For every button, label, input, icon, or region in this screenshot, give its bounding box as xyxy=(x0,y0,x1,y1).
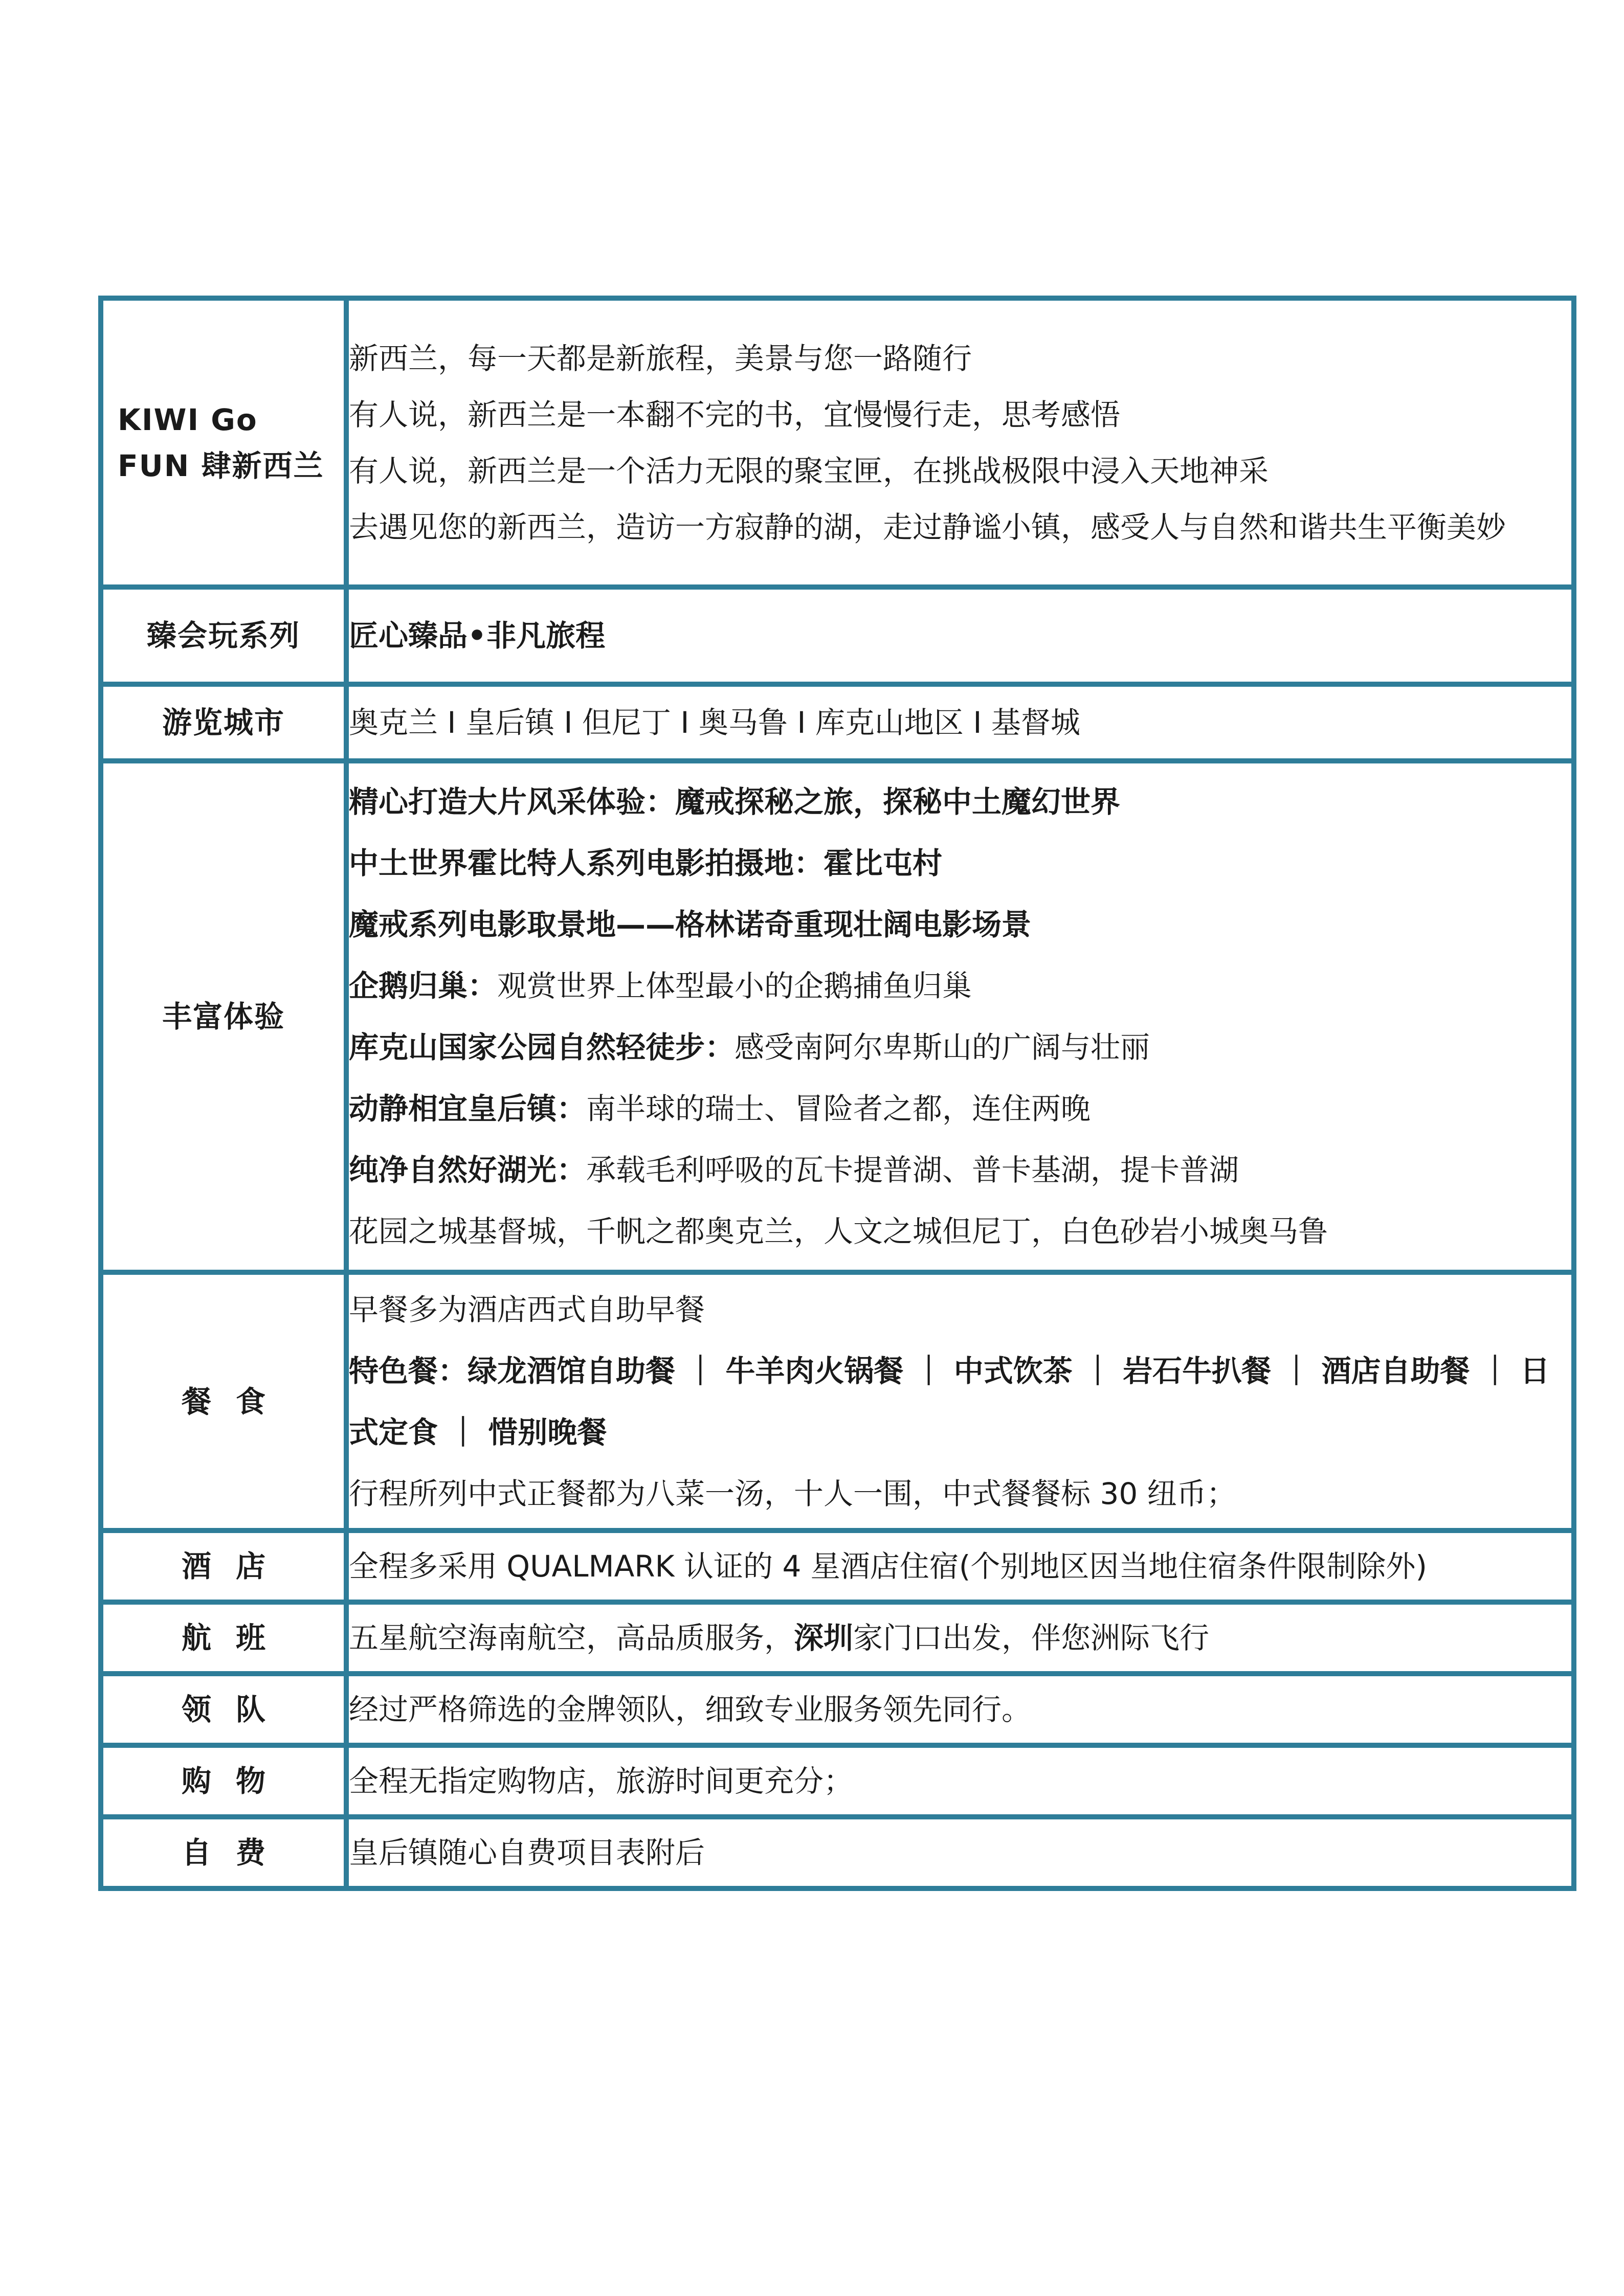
flight-value-cell xyxy=(346,1602,1574,1674)
table-row-hotel xyxy=(101,1530,1574,1602)
leader-label: 领队 xyxy=(101,1674,346,1745)
meals-standard: 行程所列中式正餐都为八菜一汤，十人一围，中式餐餐标 30 纽币； xyxy=(349,1476,1236,1511)
experience-item xyxy=(349,955,1571,1017)
experience-item-head: 库克山国家公园自然轻徒步： xyxy=(349,1030,735,1065)
table-row-shopping xyxy=(101,1745,1574,1817)
meals-breakfast: 早餐多为酒店西式自助早餐 xyxy=(349,1292,705,1327)
table-row-optional xyxy=(101,1817,1574,1888)
intro-line: 有人说，新西兰是一本翻不完的书，宜慢慢行走，思考感悟 xyxy=(349,397,1121,432)
flight-label: 航班 xyxy=(101,1602,346,1674)
experience-highlight: 魔戒系列电影取景地——格林诺奇重现壮阔电影场景 xyxy=(349,907,1032,942)
optional-label: 自费 xyxy=(101,1817,346,1888)
table-row-experience xyxy=(101,761,1574,1272)
experience-highlight: 中土世界霍比特人系列电影拍摄地：霍比屯村 xyxy=(349,846,943,881)
table-row-flight xyxy=(101,1602,1574,1674)
itinerary-table xyxy=(98,296,1576,1891)
experience-item-head: 纯净自然好湖光： xyxy=(349,1153,587,1187)
table-row-series xyxy=(101,587,1574,684)
table-row-leader xyxy=(101,1674,1574,1745)
experience-item xyxy=(349,1017,1571,1078)
intro-label-line1: KIWI Go xyxy=(118,402,258,437)
series-label: 臻会玩系列 xyxy=(101,587,346,684)
shopping-value: 全程无指定购物店，旅游时间更充分； xyxy=(346,1745,1574,1817)
meals-value-cell xyxy=(346,1272,1574,1530)
meals-special: 特色餐：绿龙酒馆自助餐 ｜ 牛羊肉火锅餐 ｜ 中式饮茶 ｜ 岩石牛扒餐 ｜ 酒店自助餐 ｜ 日式定食 ｜ 惜别晚餐 xyxy=(349,1353,1550,1450)
experience-item xyxy=(349,1078,1571,1139)
flight-departure-city: 深圳 xyxy=(794,1620,854,1655)
intro-label-cell xyxy=(101,298,346,587)
experience-highlight: 精心打造大片风采体验：魔戒探秘之旅，探秘中土魔幻世界 xyxy=(349,784,1121,819)
intro-line: 去遇见您的新西兰，造访一方寂静的湖，走过静谧小镇，感受人与自然和谐共生平衡美妙 xyxy=(349,509,1506,545)
experience-value-cell xyxy=(346,761,1574,1272)
series-value: 匠心臻品•非凡旅程 xyxy=(346,587,1574,684)
itinerary-sheet xyxy=(98,296,1576,1891)
experience-item-text: 观赏世界上体型最小的企鹅捕鱼归巢 xyxy=(497,969,972,1003)
experience-label: 丰富体验 xyxy=(101,761,346,1272)
experience-item-head: 动静相宜皇后镇： xyxy=(349,1091,587,1126)
cities-label: 游览城市 xyxy=(101,684,346,761)
experience-item-text: 感受南阿尔卑斯山的广阔与壮丽 xyxy=(735,1030,1150,1065)
intro-value-cell xyxy=(346,298,1574,587)
flight-value-after: 家门口出发，伴您洲际飞行 xyxy=(853,1620,1210,1655)
shopping-label: 购物 xyxy=(101,1745,346,1817)
table-row-intro xyxy=(101,298,1574,587)
meals-label: 餐食 xyxy=(101,1272,346,1530)
intro-line: 新西兰，每一天都是新旅程，美景与您一路随行 xyxy=(349,341,972,376)
table-row-cities xyxy=(101,684,1574,761)
experience-last-line: 花园之城基督城，千帆之都奥克兰，人文之城但尼丁，白色砂岩小城奥马鲁 xyxy=(349,1214,1328,1249)
optional-value: 皇后镇随心自费项目表附后 xyxy=(346,1817,1574,1888)
cities-value: 奥克兰 I 皇后镇 I 但尼丁 I 奥马鲁 I 库克山地区 I 基督城 xyxy=(346,684,1574,761)
experience-item-head: 企鹅归巢： xyxy=(349,969,498,1003)
experience-item xyxy=(349,1139,1571,1201)
table-row-meals xyxy=(101,1272,1574,1530)
hotel-label: 酒店 xyxy=(101,1530,346,1602)
intro-line: 有人说，新西兰是一个活力无限的聚宝匣，在挑战极限中浸入天地神采 xyxy=(349,453,1269,488)
leader-value: 经过严格筛选的金牌领队，细致专业服务领先同行。 xyxy=(346,1674,1574,1745)
experience-item-text: 承载毛利呼吸的瓦卡提普湖、普卡基湖，提卡普湖 xyxy=(586,1153,1239,1187)
intro-label-line2: FUN 肆新西兰 xyxy=(118,448,324,483)
flight-value-before: 五星航空海南航空，高品质服务， xyxy=(349,1620,794,1655)
hotel-value: 全程多采用 QUALMARK 认证的 4 星酒店住宿(个别地区因当地住宿条件限制除外) xyxy=(346,1530,1574,1602)
experience-item-text: 南半球的瑞士、冒险者之都，连住两晚 xyxy=(586,1091,1091,1126)
